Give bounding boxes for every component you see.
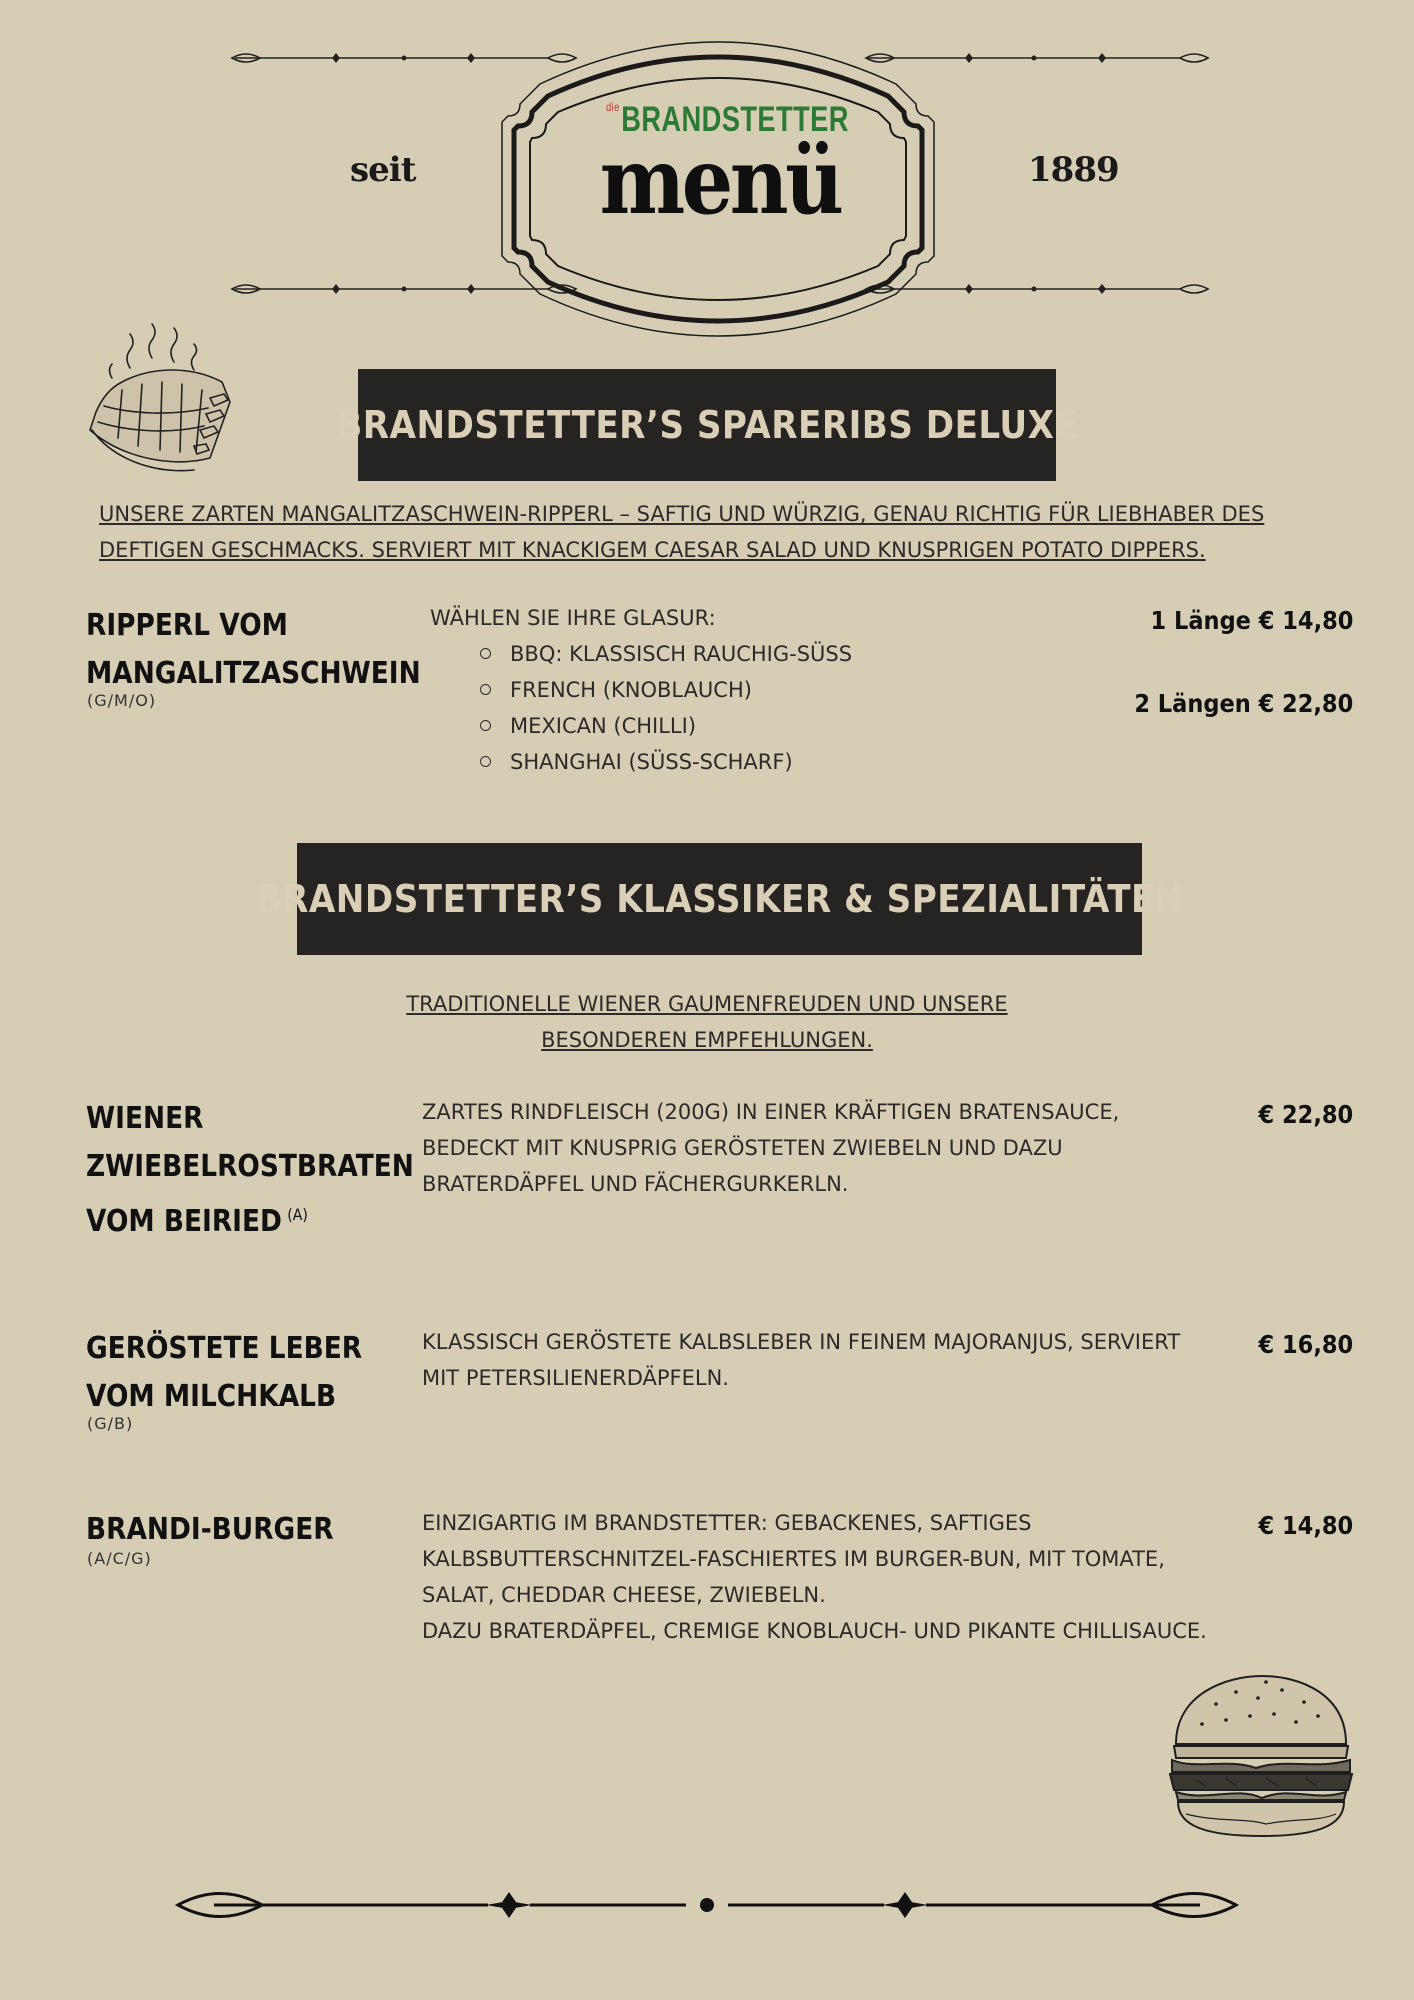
glaze-item: SHANGHAI (SÜSS-SCHARF) (480, 744, 1030, 780)
spareribs-intro: UNSERE ZARTEN MANGALITZASCHWEIN-RIPPERL – SAFTIG UND WÜRZIG, GENAU RICHTIG FÜR LIEBHABER DES DEFTIGEN GESCHMACKS. SERVIERT MIT KNACKIGEM CAESAR SALAD UND KNUSPRIGEN POTATO DIPPERS. (99, 502, 1265, 562)
founding-year: 1889 (1028, 150, 1119, 190)
price-leber: € 16,80 (1258, 1330, 1353, 1359)
glaze-title: WÄHLEN SIE IHRE GLASUR: (430, 606, 716, 630)
price-one-length: 1 Länge € 14,80 (1150, 606, 1353, 635)
section-banner-classics (255, 843, 1184, 955)
dish-name-line: VOM BEIRIED (86, 1204, 282, 1239)
dish-name-ripperl (86, 602, 421, 698)
dish-name-line: MANGALITZASCHWEIN (86, 656, 421, 691)
dish-name-zwiebelrostbraten (86, 1095, 414, 1246)
footer-ornament-icon (170, 1880, 1244, 1930)
desc-paragraph: DAZU BRATERDÄPFEL, CREMIGE KNOBLAUCH- UND PIKANTE CHILLISAUCE. (422, 1619, 1207, 1643)
classics-intro: TRADITIONELLE WIENER GAUMENFREUDEN UND UNSERE BESONDEREN EMPFEHLUNGEN. (406, 992, 1008, 1052)
desc-zwiebelrostbraten: ZARTES RINDFLEISCH (200G) IN EINER KRÄFTIGEN BRATENSAUCE, BEDECKT MIT KNUSPRIG GERÖSTETEN ZWIEBELN UND DAZU BRATERDÄPFEL UND FÄCHERGURKERLN. (422, 1100, 1120, 1196)
dish-name-leber (86, 1325, 362, 1421)
brand-name: BRANDSTETTER (621, 100, 849, 139)
glaze-item: MEXICAN (CHILLI) (480, 708, 1030, 744)
allergens-leber: (G/B) (87, 1414, 134, 1433)
allergens-zwiebelrostbraten: (A) (287, 1205, 308, 1224)
desc-paragraph: EINZIGARTIG IM BRANDSTETTER: GEBACKENES, SAFTIGES KALBSBUTTERSCHNITZEL-FASCHIERTES IM BURGER-BUN, MIT TOMATE, SALAT, CHEDDAR CHEESE, ZWIEBELN. (422, 1511, 1165, 1607)
dish-name-line: ZWIEBELROSTBRATEN (86, 1149, 414, 1184)
glaze-list (480, 636, 1030, 780)
glaze-item: BBQ: KLASSISCH RAUCHIG-SÜSS (480, 636, 1030, 672)
desc-leber: KLASSISCH GERÖSTETE KALBSLEBER IN FEINEM MAJORANJUS, SERVIERT MIT PETERSILIENERDÄPFELN. (422, 1330, 1181, 1390)
dish-name-brandi-burger (86, 1506, 334, 1554)
section-banner-spareribs (335, 369, 1079, 481)
allergens-ripperl: (G/M/O) (87, 691, 157, 710)
dish-name-line: WIENER (86, 1101, 204, 1136)
menu-title: menü (599, 127, 841, 235)
spareribs-icon (82, 318, 232, 483)
allergens-brandi-burger: (A/C/G) (87, 1549, 152, 1568)
seit-label: seit (350, 150, 416, 190)
dish-name-line: BRANDI-BURGER (86, 1512, 334, 1547)
glaze-options (430, 600, 1030, 780)
dish-name-line: RIPPERL VOM (86, 608, 288, 643)
brand-prefix: die (606, 100, 620, 114)
glaze-item: FRENCH (KNOBLAUCH) (480, 672, 1030, 708)
section-title-classics: BRANDSTETTER’S KLASSIKER & SPEZIALITÄTEN (255, 877, 1184, 921)
price-zwiebelrostbraten: € 22,80 (1258, 1100, 1353, 1129)
section-title-spareribs: BRANDSTETTER’S SPARERIBS DELUXE (335, 403, 1079, 447)
burger-icon (1166, 1674, 1356, 1840)
price-brandi-burger: € 14,80 (1258, 1511, 1353, 1540)
price-two-lengths: 2 Längen € 22,80 (1134, 689, 1353, 718)
dish-name-line: GERÖSTETE LEBER (86, 1331, 363, 1366)
desc-brandi-burger (422, 1505, 1222, 1649)
dish-name-line: VOM MILCHKALB (86, 1379, 337, 1414)
